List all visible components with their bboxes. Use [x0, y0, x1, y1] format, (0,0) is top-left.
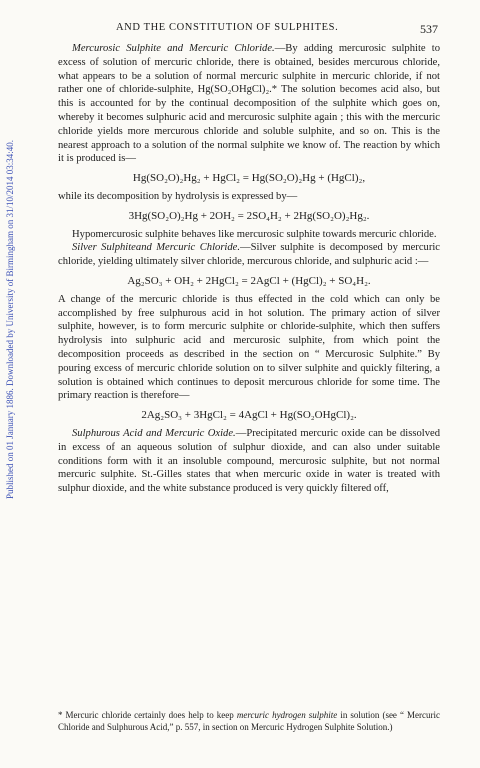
download-watermark: Published on 01 January 1886. Downloaded by University of Birmingham on 31/10/2014 03:34:40. [5, 140, 15, 500]
paragraph: Hypomercurosic sulphite behaves like mercurosic sulphite towards mercuric chloride. [72, 228, 437, 240]
running-title: AND THE CONSTITUTION OF SULPHITES. [116, 22, 339, 33]
section-heading: Mercurosic Sulphite and Mercuric Chloride. [72, 43, 275, 54]
paragraph: while its decomposition by hydrolysis is expressed by— [58, 190, 298, 202]
equation: Ag₂SO₃ + OH₂ + 2HgCl₂ = 2AgCl + (HgCl)₂ + SO₄H₂. [127, 274, 371, 287]
equation: 2Ag₂SO₃ + 3HgCl₂ = 4AgCl + Hg(SO₂OHgCl)₂. [141, 409, 357, 422]
paragraph: Silver Sulphiteand Mercuric Chloride.—Silver sulphite is decomposed by mercuric chloride, yielding ultimately silver chloride, mercurous chloride, and sulphuric acid :— [58, 242, 440, 268]
equation: Hg(SO₂O)₂Hg₂ + HgCl₂ = Hg(SO₂O)₂Hg + (HgCl)₂, [132, 172, 366, 185]
section-heading: and Mercuric Chloride. [135, 242, 241, 254]
equation: 3Hg(SO₂O)₂Hg + 2OH₂ = 2SO₄H₂ + 2Hg(SO₂O)₂Hg₂. [128, 209, 370, 222]
paragraph: A change of the mercuric chloride is thus effected in the cold which can only be accomplished by free sulphurous acid in hot solution. The primary action of silver sulphite, however, is to form mercuric sulphite or chloride-sulphite, which then suffers hydrolysis into sulphuric acid and mercurosic sulphite, from which point the decomposition proceeds as described in the section on “ Mercurosic Sulphite.” By pouring excess of mercuric chloride solution on to silver sulphite and quickly filtering, a solution is obtained which continues to deposit mercurous chloride for some time. The primary reaction is therefore— [58, 293, 440, 402]
footnote: * Mercuric chloride certainly does help to keep mercuric hydrogen sulphite in solution (see “ Mercuric Chloride and Sulphurous Acid,” p. 557, in section on Mercuric Hydrogen Sulphite Solution.) [58, 710, 441, 732]
paragraph: Sulphurous Acid and Mercuric Oxide.—Precipitated mercuric oxide can be dissolved in excess of an aqueous solution of sulphur dioxide, and can also under suitable conditions form with it an insoluble compound, mercurosic sulphite, but not normal mercuric sulphite. St.-Gilles states that when mercuric oxide in water is treated with sulphur dioxide, and the white substance produced is very quickly filtered off, [58, 427, 440, 495]
paragraph: Mercurosic Sulphite and Mercuric Chloride.—By adding mercurosic sulphite to excess of solution of mercuric chloride, there is obtained, besides mercurous chloride, what appears to be a solution of normal mercuric sulphite in mercuric chloride, if not rather one of chloride-sulphite, Hg(SO₂OHgCl)₂.* The solution becomes acid also, but this is accounted for by the continual decomposition of the sulphite which goes on, whereby it becomes sulphuric acid and mercurosic sulphite again ; this with the mercuric chloride yields more mercurous chloride and soluble sulphite, and so on. This is the nearest approach to a solution of the normal sulphite we know of. The reaction by which it is produced is— [58, 43, 441, 165]
section-heading: Silver Sulphite [72, 242, 136, 254]
running-header [58, 22, 438, 38]
page-number: 537 [420, 22, 438, 36]
section-heading: Sulphurous Acid and Mercuric Oxide. [72, 427, 236, 439]
footnote-marker: * [58, 710, 63, 720]
article-body [58, 42, 440, 496]
